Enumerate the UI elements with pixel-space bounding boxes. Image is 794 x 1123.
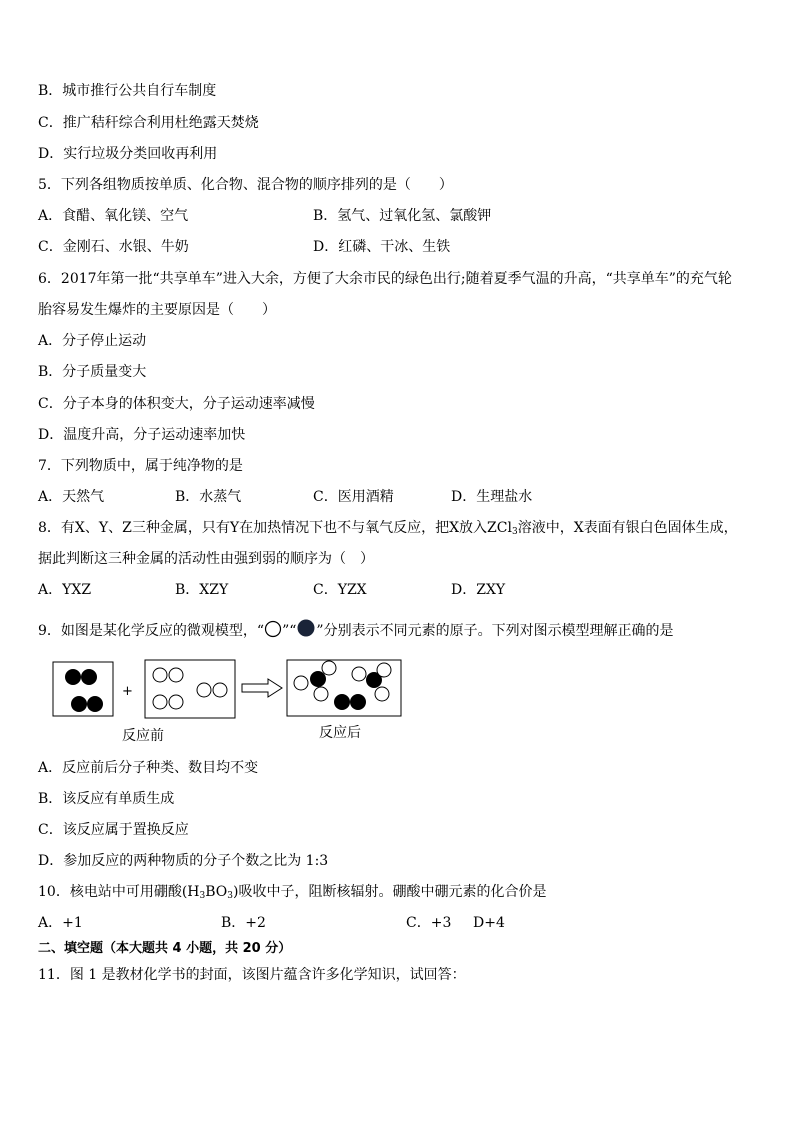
q8-stem-part2: 溶液中，X表面有银白色固体生成， xyxy=(517,520,738,536)
q5-option-b: B．氢气、过氧化氢、氯酸钾 xyxy=(313,208,492,224)
q9-stem xyxy=(38,618,674,640)
q5-stem: 5．下列各组物质按单质、化合物、混合物的顺序排列的是（ ） xyxy=(38,177,453,193)
white-atom xyxy=(322,661,336,675)
q8-stem-part1: 8．有X、Y、Z三种金属，只有Y在加热情况下也不与氧气反应，把X放入ZCl xyxy=(38,520,512,536)
q11-stem: 11．图 1 是教材化学书的封面，该图片蕴含许多化学知识，试回答： xyxy=(38,967,466,983)
q10-stem-part3: )吸收中子，阻断核辐射。硼酸中硼元素的化合价是 xyxy=(233,884,547,900)
white-atom-legend-icon xyxy=(264,620,282,638)
caption-before-reaction: 反应前 xyxy=(122,728,164,744)
q4-option-b: B．城市推行公共自行车制度 xyxy=(38,83,217,99)
q7-option-d: D．生理盐水 xyxy=(451,489,533,505)
q10-stem xyxy=(38,883,546,901)
q9-option-d: D．参加反应的两种物质的分子个数之比为 1:3 xyxy=(38,853,329,869)
q10-option-a: A．+1 xyxy=(38,915,83,931)
white-atom xyxy=(197,683,211,697)
reaction-arrow-icon xyxy=(242,679,282,697)
white-atom xyxy=(375,687,389,701)
q6-option-b: B．分子质量变大 xyxy=(38,364,147,380)
white-atom xyxy=(213,683,227,697)
q10-stem-part1: 10．核电站中可用硼酸(H xyxy=(38,884,200,900)
q9-option-b: B．该反应有单质生成 xyxy=(38,791,175,807)
q9-stem-part1: 9．如图是某化学反应的微观模型，“ xyxy=(38,623,265,639)
q6-stem-line2: 胎容易发生爆炸的主要原因是（ ） xyxy=(38,302,276,318)
q8-option-c: C．YZX xyxy=(313,582,367,598)
q9-stem-part2: ”“ xyxy=(282,623,297,639)
q9-stem-part3: ”分别表示不同元素的原子。下列对图示模型理解正确的是 xyxy=(316,623,674,639)
white-atom xyxy=(377,663,391,677)
white-atom xyxy=(352,667,366,681)
q10-option-c: C．+3 xyxy=(406,915,452,931)
dark-atom xyxy=(350,694,366,710)
dark-atom xyxy=(310,671,326,687)
plus-sign: + xyxy=(122,684,133,699)
q6-option-c: C．分子本身的体积变大，分子运动速率减慢 xyxy=(38,396,315,412)
q5-option-a: A．食醋、氧化镁、空气 xyxy=(38,208,189,224)
dark-atom-legend-icon xyxy=(296,618,316,638)
q8-stem-line2: 据此判断这三种金属的活动性由强到弱的顺序为（ ） xyxy=(38,551,374,567)
q9-option-a: A．反应前后分子种类、数目均不变 xyxy=(38,760,259,776)
dark-atom xyxy=(81,669,97,685)
dark-atom xyxy=(65,669,81,685)
q7-stem: 7．下列物质中，属于纯净物的是 xyxy=(38,458,243,474)
q10-subscript-o: 3 xyxy=(227,891,233,901)
q5-option-d: D．红磷、干冰、生铁 xyxy=(313,239,451,255)
white-atom xyxy=(169,695,183,709)
white-atom xyxy=(153,695,167,709)
q7-option-b: B．水蒸气 xyxy=(175,489,242,505)
q8-option-a: A．YXZ xyxy=(38,582,92,598)
section-heading: 二、填空题（本大题共 4 小题，共 20 分） xyxy=(38,941,292,956)
q8-option-b: B．XZY xyxy=(175,582,229,598)
q4-option-c: C．推广秸秆综合利用杜绝露天焚烧 xyxy=(38,115,259,131)
reaction-model-diagram xyxy=(40,654,410,724)
dark-atom xyxy=(71,696,87,712)
white-atom xyxy=(314,687,328,701)
q6-option-d: D．温度升高，分子运动速率加快 xyxy=(38,427,246,443)
q4-option-d: D．实行垃圾分类回收再利用 xyxy=(38,146,218,162)
white-atom xyxy=(153,668,167,682)
q6-stem-line1: 6．2017年第一批“共享单车”进入大余，方便了大余市民的绿色出行;随着夏季气温的升高，“共享单车”的充气轮 xyxy=(38,271,732,287)
q7-option-a: A．天然气 xyxy=(38,489,105,505)
q5-option-c: C．金刚石、水银、牛奶 xyxy=(38,239,189,255)
q7-option-c: C．医用酒精 xyxy=(313,489,394,505)
white-atom xyxy=(294,676,308,690)
q8-stem-line1 xyxy=(38,519,738,537)
q10-option-d: D+4 xyxy=(473,915,505,931)
q10-option-b: B．+2 xyxy=(221,915,266,931)
q10-stem-part2: BO xyxy=(205,884,228,900)
q10-subscript-h: 3 xyxy=(199,891,206,901)
dark-atom xyxy=(87,696,103,712)
q8-subscript: 3 xyxy=(511,527,518,537)
q8-option-d: D．ZXY xyxy=(451,582,506,598)
q9-option-c: C．该反应属于置换反应 xyxy=(38,822,189,838)
caption-after-reaction: 反应后 xyxy=(319,725,361,741)
q6-option-a: A．分子停止运动 xyxy=(38,333,147,349)
dark-atom xyxy=(334,694,350,710)
white-atom xyxy=(169,668,183,682)
